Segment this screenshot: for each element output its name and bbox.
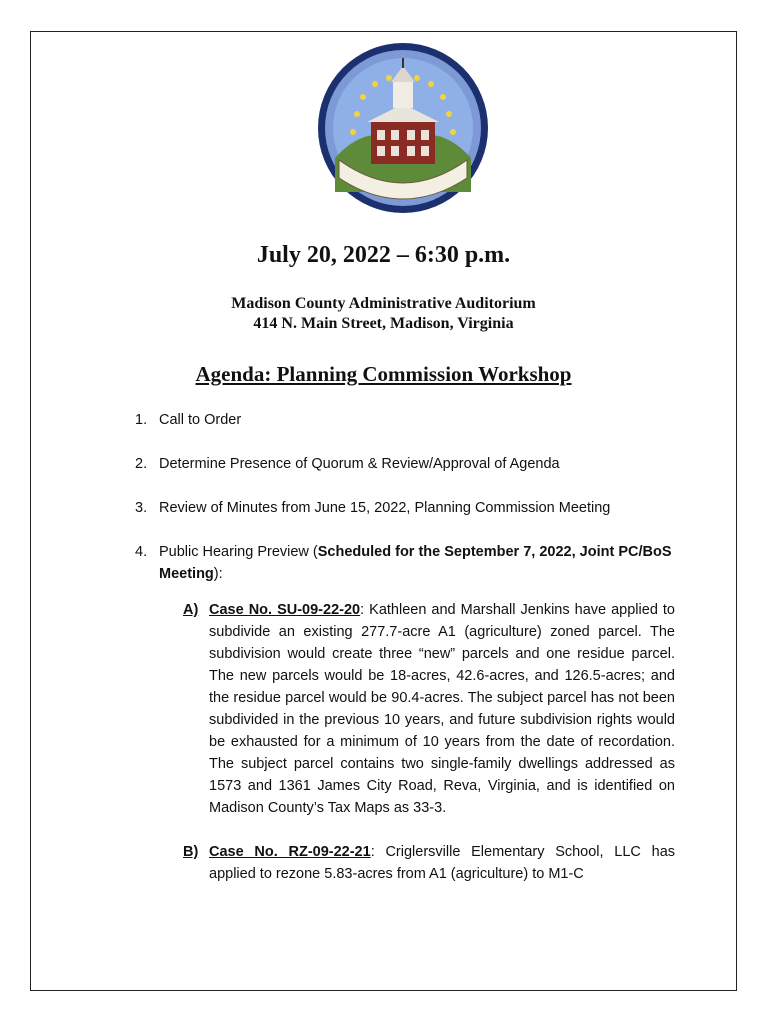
agenda-title: Agenda: Planning Commission Workshop [195,362,572,386]
item-text: Review of Minutes from June 15, 2022, Planning Commission Meeting [159,500,611,516]
agenda-item [135,541,675,885]
item-text: Determine Presence of Quorum & Review/Approval of Agenda [159,456,560,472]
case-item-a [183,599,675,819]
case-letter: B) [183,844,199,860]
agenda-item [135,409,675,431]
agenda-item [135,497,675,519]
item-number: 4. [135,544,148,560]
item-number: 1. [135,412,148,428]
item-text-bold: Scheduled for the September 7, 2022, Joint PC/BoS Meeting [159,544,672,582]
case-number: Case No. RZ-09-22-21 [209,844,371,860]
meeting-datetime: July 20, 2022 – 6:30 p.m. [256,242,511,268]
agenda-list [135,409,675,885]
item-text-post: ): [213,566,223,582]
item-text: Call to Order [159,412,242,428]
item-number: 2. [135,456,148,472]
county-seal-logo [317,42,489,214]
case-number: Case No. SU-09-22-20 [209,602,361,618]
venue-block [31,294,736,334]
case-letter: A) [183,602,199,618]
item-text-pre: Public Hearing Preview ( [159,544,318,560]
venue-address: 414 N. Main Street, Madison, Virginia [253,315,514,332]
case-description: : Kathleen and Marshall Jenkins have applied to subdivide an existing 277.7-acre A1 (agriculture) zoned parcel. The subdivision would create three “new” parcels and one residue parcel. The new parcels would be 18-acres, 42.6-acres, and 126.5-acres; and the residue parcel would be 90.4-acres. The subject parcel has not been subdivided in the previous 10 years, and future subdivision rights would be exhausted for a minimum of 10 years from the date of recordation. The subject parcel contains two single-family dwellings addressed as 1573 and 1361 James City Road, Reva, Virginia, and is identified on Madison County’s Tax Maps as 33-3. [209,602,676,816]
case-description: : Criglersville Elementary School, LLC has applied to rezone 5.83-acres from A1 (agriculture) to M1-C [209,844,676,882]
document-page [30,31,737,991]
item-number: 3. [135,500,148,516]
venue-name: Madison County Administrative Auditorium [231,295,536,312]
agenda-item [135,453,675,475]
case-item-b [183,841,675,885]
